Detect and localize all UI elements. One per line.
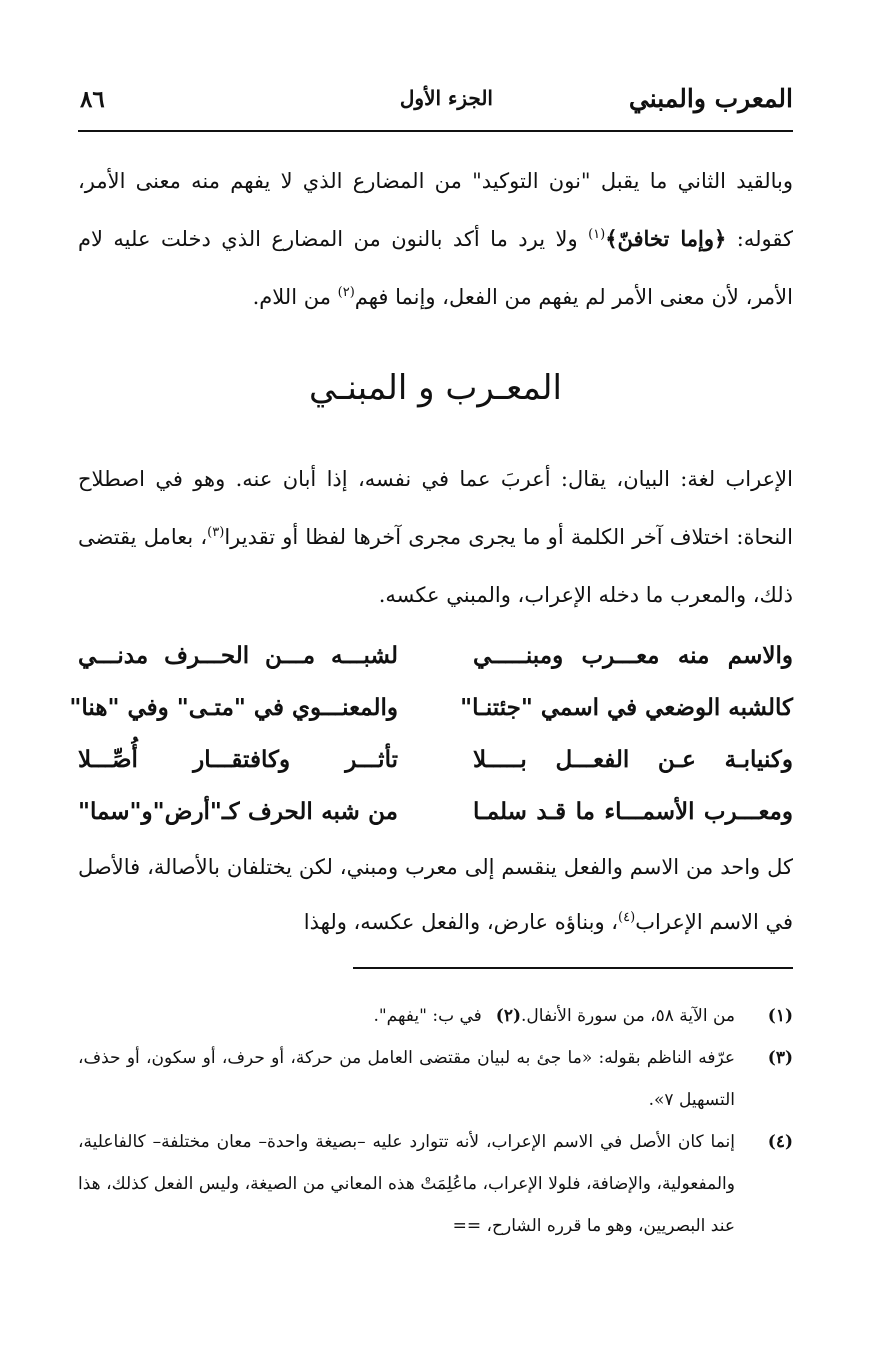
footnote-number: (٤) <box>767 1132 793 1152</box>
footnote-4-text: إنما كان الأصل في الاسم الإعراب، لأنه تتوارد عليه –بصيغة واحدة– معان مختلفة– كالفاعلية، والمفعولية، والإضافة، فلولا الإعراب، ماعُلِمَتْ هذه المعاني من الصيغة، وليس الفعل كذلك، هذا عند البصريين، وهو ما قرره الشارح، == <box>78 1132 735 1236</box>
paragraph-3 <box>78 840 793 950</box>
footnote-text <box>78 995 735 1037</box>
quran-quote: ﴿وإما تخافنّ﴾ <box>605 226 727 251</box>
footnote-divider <box>353 967 793 969</box>
verse-line <box>78 734 793 786</box>
section-heading: المعـرب و المبنـي <box>309 368 562 408</box>
poem-verses <box>69 630 793 838</box>
paragraph-3-text-b: ، وبناؤه عارض، والفعل عكسه، ولهذا <box>303 910 619 934</box>
footnote-ref-1[interactable]: (١) <box>588 227 606 242</box>
footnote-ref-2[interactable]: (٢) <box>337 285 355 300</box>
footnote-item <box>78 1121 793 1247</box>
footnote-1-text: من الآية ٥٨، من سورة الأنفال. <box>521 1006 735 1026</box>
verse-4-first-hemistich: ومعـــرب الأسمـــاء ما قـد سلمـا <box>473 798 793 825</box>
footnote-item <box>78 995 793 1037</box>
verse-line <box>78 630 793 682</box>
footnote-number: (١) <box>767 1006 793 1026</box>
verse-1-first-hemistich: والاسم منه معـــرب ومبنـــــي <box>473 642 793 669</box>
paragraph-1 <box>78 152 793 326</box>
footnote-number: (٣) <box>767 1048 793 1068</box>
verse-3-first-hemistich: وكنيابـة عـن الفعـــل بـــــلا <box>473 746 793 773</box>
paragraph-1-text-c: من اللام. <box>252 285 338 309</box>
part-title: الجزء الأول <box>399 86 493 110</box>
paragraph-1-text-a: وبالقيد الثاني ما يقبل "نون التوكيد" من المضارع الذي لا يفهم منه معنى الأمر، كقوله: <box>78 169 793 251</box>
footnote-3-text: عرّفه الناظم بقوله: «ما جئ به لبيان مقتضى العامل من حركة، أو حرف، أو سكون، أو حذف، التسهيل ٧». <box>78 1048 735 1110</box>
paragraph-3-text-a: كل واحد من الاسم والفعل ينقسم إلى معرب ومبني، لكن يختلفان بالأصالة، فالأصل في الاسم الإعراب <box>78 855 793 934</box>
verse-line <box>78 786 793 838</box>
paragraph-2 <box>78 450 793 624</box>
book-title: المعرب والمبني <box>628 84 793 113</box>
footnotes <box>78 995 793 1247</box>
paragraph-2-text-b: ، بعامل يقتضى ذلك، والمعرب ما دخله الإعراب، والمبني عكسه. <box>78 525 793 607</box>
header-divider <box>78 130 793 132</box>
running-header <box>78 84 793 124</box>
page-number: ٨٦ <box>80 86 105 113</box>
footnote-ref-3[interactable]: (٣) <box>207 525 225 540</box>
footnote-2-text: في ب: "يفهم". <box>373 1006 482 1026</box>
paragraph-2-text-a: الإعراب لغة: البيان، يقال: أعربَ عما في نفسه، إذا أبان عنه. وهو في اصطلاح النحاة: اختلاف آخر الكلمة أو ما يجرى مجرى آخرها لفظا أو تقديرا <box>78 467 793 549</box>
verse-line <box>69 682 793 734</box>
footnote-item <box>78 1037 793 1121</box>
verse-1-second-hemistich: لشبـــه مـــن الحـــرف مدنـــي <box>78 642 398 669</box>
verse-3-second-hemistich: تأثـــر وكافتقـــار أُصِّـــلا <box>78 746 398 773</box>
footnote-number: (٢) <box>495 1006 522 1026</box>
book-page <box>69 70 793 1310</box>
footnote-ref-4[interactable]: (٤) <box>618 910 636 925</box>
verse-2-first-hemistich: كالشبه الوضعي في اسمي "جئتنـا" <box>460 694 793 721</box>
paragraph-1-text-b: ولا يرد ما أكد بالنون من المضارع الذي دخلت عليه لام الأمر، لأن معنى الأمر لم يفهم من الفعل، وإنما فهم <box>78 227 793 309</box>
verse-4-second-hemistich: من شبه الحرف كـ"أرض"و"سما" <box>78 798 398 825</box>
footnote-2-inline <box>373 995 521 1037</box>
verse-2-second-hemistich: والمعنـــوي في "متـى" وفي "هنا" <box>69 694 398 721</box>
